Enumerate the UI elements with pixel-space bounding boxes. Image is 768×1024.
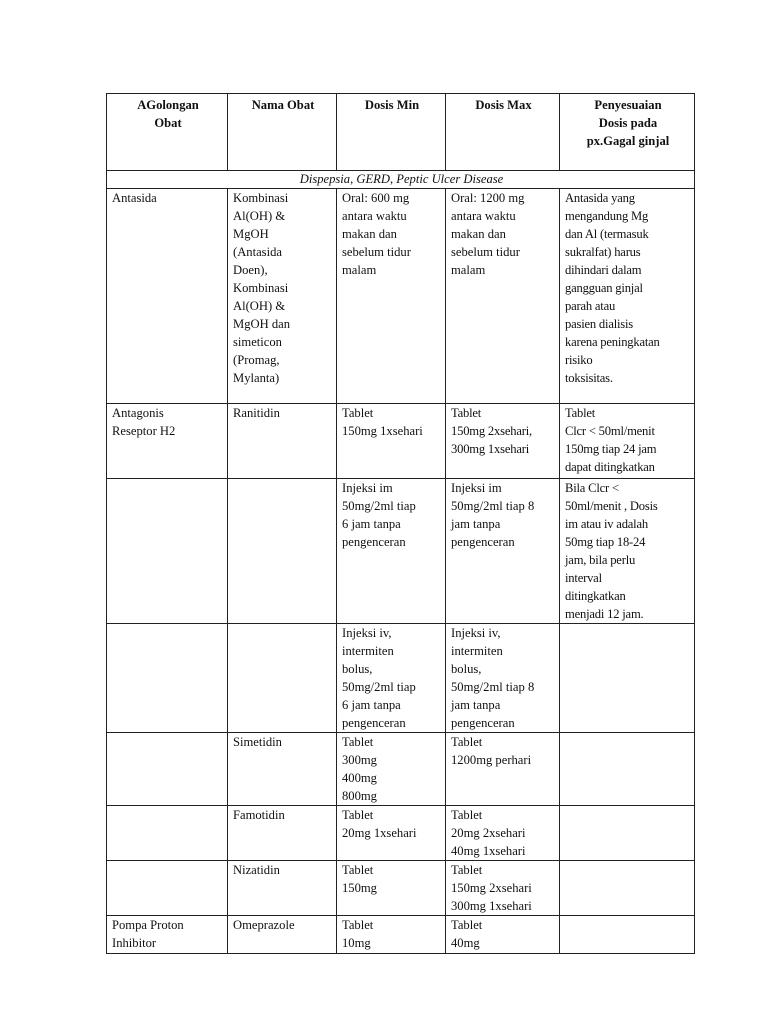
- cell-dosis-min: Tablet 20mg 1xsehari: [337, 806, 446, 861]
- cell-dosis-min: Injeksi iv, intermiten bolus, 50mg/2ml tiap 6 jam tanpa pengenceran: [337, 624, 446, 733]
- cell-nama-obat: Omeprazole: [228, 916, 337, 954]
- cell-dosis-min: Tablet 10mg: [337, 916, 446, 954]
- cell-golongan: [107, 861, 228, 916]
- cell-dosis-max: Tablet 1200mg perhari: [446, 733, 560, 806]
- cell-golongan: [107, 733, 228, 806]
- table-row: [107, 189, 695, 404]
- header-penyesuaian-dosis: Penyesuaian Dosis pada px.Gagal ginjal: [560, 94, 695, 171]
- cell-nama-obat: Famotidin: [228, 806, 337, 861]
- table-row: [107, 861, 695, 916]
- cell-nama-obat: Ranitidin: [228, 404, 337, 479]
- cell-nama-obat: Nizatidin: [228, 861, 337, 916]
- table-row: [107, 479, 695, 624]
- cell-penyesuaian: Bila Clcr < 50ml/menit , Dosis im atau iv adalah 50mg tiap 18-24 jam, bila perlu interval ditingkatkan menjadi 12 jam.: [560, 479, 695, 624]
- cell-golongan: [107, 806, 228, 861]
- cell-dosis-min: Tablet 150mg 1xsehari: [337, 404, 446, 479]
- cell-penyesuaian: [560, 733, 695, 806]
- header-nama-obat: Nama Obat: [228, 94, 337, 171]
- cell-penyesuaian: [560, 806, 695, 861]
- cell-golongan: [107, 479, 228, 624]
- header-dosis-min: Dosis Min: [337, 94, 446, 171]
- cell-penyesuaian: [560, 861, 695, 916]
- cell-nama-obat: Kombinasi Al(OH) & MgOH (Antasida Doen), Kombinasi Al(OH) & MgOH dan simeticon (Promag, Mylanta): [228, 189, 337, 404]
- cell-dosis-max: Injeksi iv, intermiten bolus, 50mg/2ml tiap 8 jam tanpa pengenceran: [446, 624, 560, 733]
- cell-golongan: Antasida: [107, 189, 228, 404]
- cell-penyesuaian: Antasida yang mengandung Mg dan Al (termasuk sukralfat) harus dihindari dalam gangguan ginjal parah atau pasien dialisis karena peningkatan risiko toksisitas.: [560, 189, 695, 404]
- cell-dosis-max: Tablet 20mg 2xsehari 40mg 1xsehari: [446, 806, 560, 861]
- section-title: Dispepsia, GERD, Peptic Ulcer Disease: [107, 171, 695, 189]
- header-dosis-max: Dosis Max: [446, 94, 560, 171]
- header-row: [107, 94, 695, 171]
- cell-penyesuaian: Tablet Clcr < 50ml/menit 150mg tiap 24 jam dapat ditingkatkan: [560, 404, 695, 479]
- cell-dosis-max: Oral: 1200 mg antara waktu makan dan sebelum tidur malam: [446, 189, 560, 404]
- cell-dosis-max: Tablet 40mg: [446, 916, 560, 954]
- cell-penyesuaian: [560, 916, 695, 954]
- table-row: [107, 624, 695, 733]
- cell-nama-obat: [228, 624, 337, 733]
- cell-golongan: Antagonis Reseptor H2: [107, 404, 228, 479]
- table-row: [107, 806, 695, 861]
- cell-golongan: [107, 624, 228, 733]
- cell-dosis-min: Injeksi im 50mg/2ml tiap 6 jam tanpa pengenceran: [337, 479, 446, 624]
- drug-dosage-table: [106, 93, 695, 954]
- cell-dosis-max: Tablet 150mg 2xsehari 300mg 1xsehari: [446, 861, 560, 916]
- cell-nama-obat: Simetidin: [228, 733, 337, 806]
- cell-dosis-max: Tablet 150mg 2xsehari, 300mg 1xsehari: [446, 404, 560, 479]
- table-row: [107, 404, 695, 479]
- cell-dosis-min: Tablet 150mg: [337, 861, 446, 916]
- cell-nama-obat: [228, 479, 337, 624]
- section-row: [107, 171, 695, 189]
- cell-dosis-min: Oral: 600 mg antara waktu makan dan sebelum tidur malam: [337, 189, 446, 404]
- cell-dosis-max: Injeksi im 50mg/2ml tiap 8 jam tanpa pengenceran: [446, 479, 560, 624]
- header-golongan-obat: AGolongan Obat: [107, 94, 228, 171]
- table-row: [107, 916, 695, 954]
- cell-dosis-min: Tablet 300mg 400mg 800mg: [337, 733, 446, 806]
- table-row: [107, 733, 695, 806]
- cell-golongan: Pompa Proton Inhibitor: [107, 916, 228, 954]
- cell-penyesuaian: [560, 624, 695, 733]
